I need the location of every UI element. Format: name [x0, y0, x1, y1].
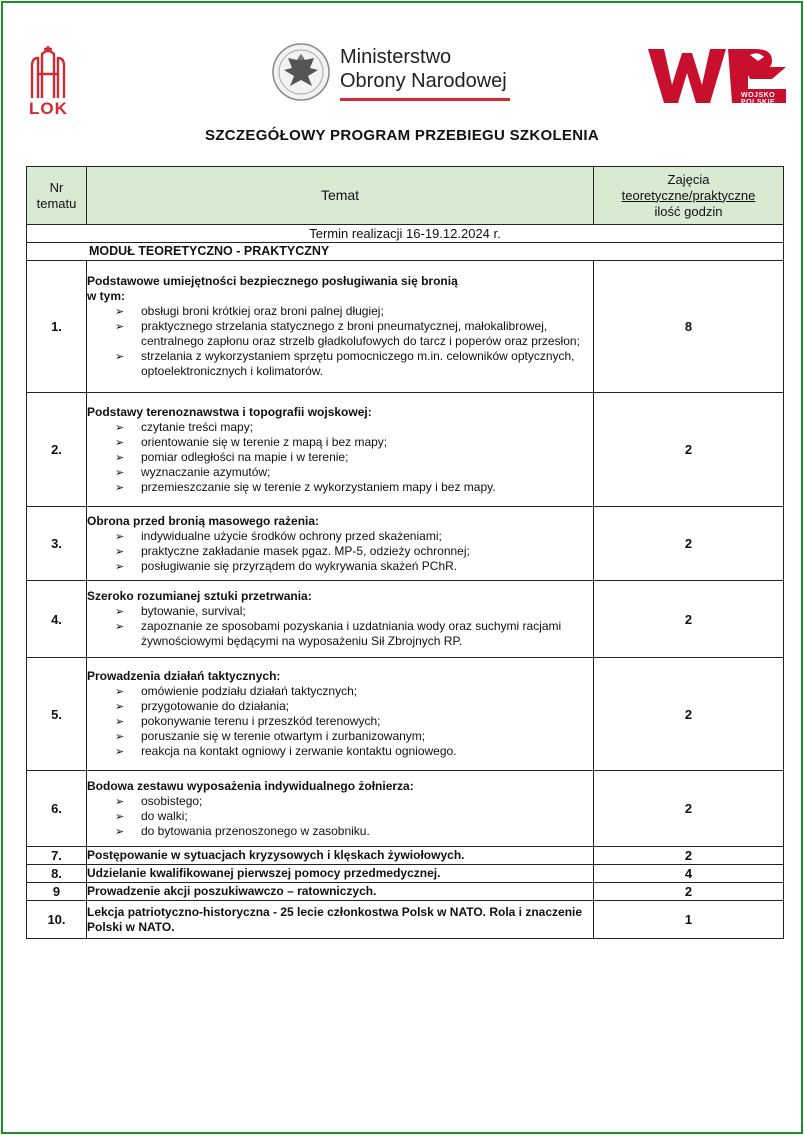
list-item: ➢ do bytowania przenoszonego w zasobniku. — [87, 824, 593, 839]
topic-cell — [87, 261, 594, 393]
module-label: MODUŁ TEORETYCZNO - PRAKTYCZNY — [27, 243, 784, 261]
hours-value: 4 — [594, 865, 784, 883]
table-row — [27, 883, 784, 901]
hours-value: 2 — [594, 771, 784, 847]
topic-number: 1. — [27, 261, 87, 393]
list-item: ➢ orientowanie się w terenie z mapą i bez mapy; — [87, 435, 593, 450]
topic-number: 10. — [27, 901, 87, 939]
hours-value: 2 — [594, 883, 784, 901]
list-item: ➢ reakcja na kontakt ogniowy i zerwanie kontaktu ogniowego. — [87, 744, 593, 759]
topic-title: Podstawy terenoznawstwa i topografii wojskowej: — [87, 404, 372, 419]
column-header-topic: Temat — [87, 167, 594, 225]
list-item: ➢ wyznaczanie azymutów; — [87, 465, 593, 480]
list-item: ➢ strzelania z wykorzystaniem sprzętu pomocniczego m.in. celowników optycznych, optoelektronicznych i kolimatorów. — [87, 349, 593, 379]
topic-subtitle: w tym: — [87, 289, 126, 303]
list-item: ➢ osobistego; — [87, 794, 593, 809]
column-header-nr: Nr tematu — [27, 167, 87, 225]
ministry-name-line1: Ministerstwo — [340, 46, 452, 68]
list-item: ➢ indywidualne użycie środków ochrony przed skażeniami; — [87, 529, 593, 544]
topic-title: Prowadzenia działań taktycznych: — [87, 669, 281, 683]
document-title: SZCZEGÓŁOWY PROGRAM PRZEBIEGU SZKOLENIA — [205, 127, 599, 144]
topic-title: Bodowa zestawu wyposażenia indywidualnego żołnierza: — [87, 778, 414, 793]
list-item: ➢ obsługi broni krótkiej oraz broni palnej długiej; — [87, 304, 593, 319]
table-row — [27, 393, 784, 507]
topic-cell — [87, 581, 594, 658]
ministry-underline — [340, 98, 510, 101]
topic-number: 9 — [27, 883, 87, 901]
list-item: ➢ posługiwanie się przyrządem do wykrywania skażeń PChR. — [87, 559, 593, 574]
list-item: ➢ pokonywanie terenu i przeszkód terenowych; — [87, 714, 593, 729]
topic-cell — [87, 393, 594, 507]
topic-title: Udzielanie kwalifikowanej pierwszej pomocy przedmedycznej. — [87, 865, 594, 883]
list-item: ➢ omówienie podziału działań taktycznych; — [87, 684, 593, 699]
topic-number: 8. — [27, 865, 87, 883]
list-item: ➢ zapoznanie ze sposobami pozyskania i uzdatniania wody oraz suchymi racjami żywnościowymi będącymi na wyposażeniu Sił Zbrojnych RP. — [87, 619, 593, 649]
lok-label: LOK — [29, 99, 68, 118]
ministry-logo — [268, 40, 528, 104]
topic-title: Podstawowe umiejętności bezpiecznego posługiwania się bronią — [87, 274, 458, 288]
topic-number: 2. — [27, 393, 87, 507]
term-label: Termin realizacji 16-19.12.2024 r. — [27, 225, 784, 243]
ministry-name-line2: Obrony Narodowej — [340, 70, 507, 92]
topic-number: 4. — [27, 581, 87, 658]
topic-number: 7. — [27, 847, 87, 865]
list-item: ➢ przemieszczanie się w terenie z wykorzystaniem mapy i bez mapy. — [87, 480, 593, 495]
list-item: ➢ praktycznego strzelania statycznego z broni pneumatycznej, małokalibrowej, centralnego zapłonu oraz strzelb gładkolufowych do tarcz i poperów oraz przesłon; — [87, 319, 593, 349]
list-item: ➢ do walki; — [87, 809, 593, 824]
column-header-hours: Zajęcia teoretyczne/praktyczne ilość godzin — [594, 167, 784, 225]
list-item: ➢ czytanie treści mapy; — [87, 420, 593, 435]
module-row — [27, 243, 784, 261]
topic-number: 5. — [27, 658, 87, 771]
list-item: ➢ poruszanie się w terenie otwartym i zurbanizowanym; — [87, 729, 593, 744]
topic-items — [87, 604, 593, 649]
table-row — [27, 865, 784, 883]
hours-value: 2 — [594, 847, 784, 865]
list-item: ➢ praktyczne zakładanie masek pgaz. MP-5, odzieży ochronnej; — [87, 544, 593, 559]
topic-title: Prowadzenie akcji poszukiwawczo – ratowniczych. — [87, 883, 594, 901]
hours-value: 2 — [594, 581, 784, 658]
topic-number: 3. — [27, 507, 87, 581]
topic-title: Lekcja patriotyczno-historyczna - 25 lecie członkostwa Polsk w NATO. Rola i znaczenie Polski w NATO. — [87, 901, 594, 939]
topic-title: Postępowanie w sytuacjach kryzysowych i klęskach żywiołowych. — [87, 847, 594, 865]
topic-cell — [87, 507, 594, 581]
topic-items — [87, 684, 593, 759]
topic-items — [87, 529, 593, 574]
topic-items — [87, 304, 593, 379]
hours-value: 2 — [594, 393, 784, 507]
hours-value: 2 — [594, 507, 784, 581]
hours-value: 2 — [594, 658, 784, 771]
list-item: ➢ bytowanie, survival; — [87, 604, 593, 619]
list-item: ➢ pomiar odległości na mapie i w terenie; — [87, 450, 593, 465]
hours-value: 8 — [594, 261, 784, 393]
topic-title: Obrona przed bronią masowego rażenia: — [87, 513, 320, 528]
hours-value: 1 — [594, 901, 784, 939]
topic-title: Szeroko rozumianej sztuki przetrwania: — [87, 589, 312, 603]
table-row — [27, 771, 784, 847]
term-row — [27, 225, 784, 243]
list-item: ➢ przygotowanie do działania; — [87, 699, 593, 714]
table-row — [27, 658, 784, 771]
table-row — [27, 581, 784, 658]
topic-cell — [87, 658, 594, 771]
topic-items — [87, 420, 593, 495]
topic-cell — [87, 771, 594, 847]
wojsko-polskie-label: WOJSKO POLSKIE — [741, 92, 776, 106]
topic-number: 6. — [27, 771, 87, 847]
program-table — [26, 166, 784, 939]
table-row — [27, 261, 784, 393]
table-row — [27, 847, 784, 865]
topic-items — [87, 794, 593, 839]
table-row — [27, 901, 784, 939]
eagle-emblem-icon — [268, 42, 334, 102]
table-row — [27, 507, 784, 581]
table-header-row — [27, 167, 784, 225]
